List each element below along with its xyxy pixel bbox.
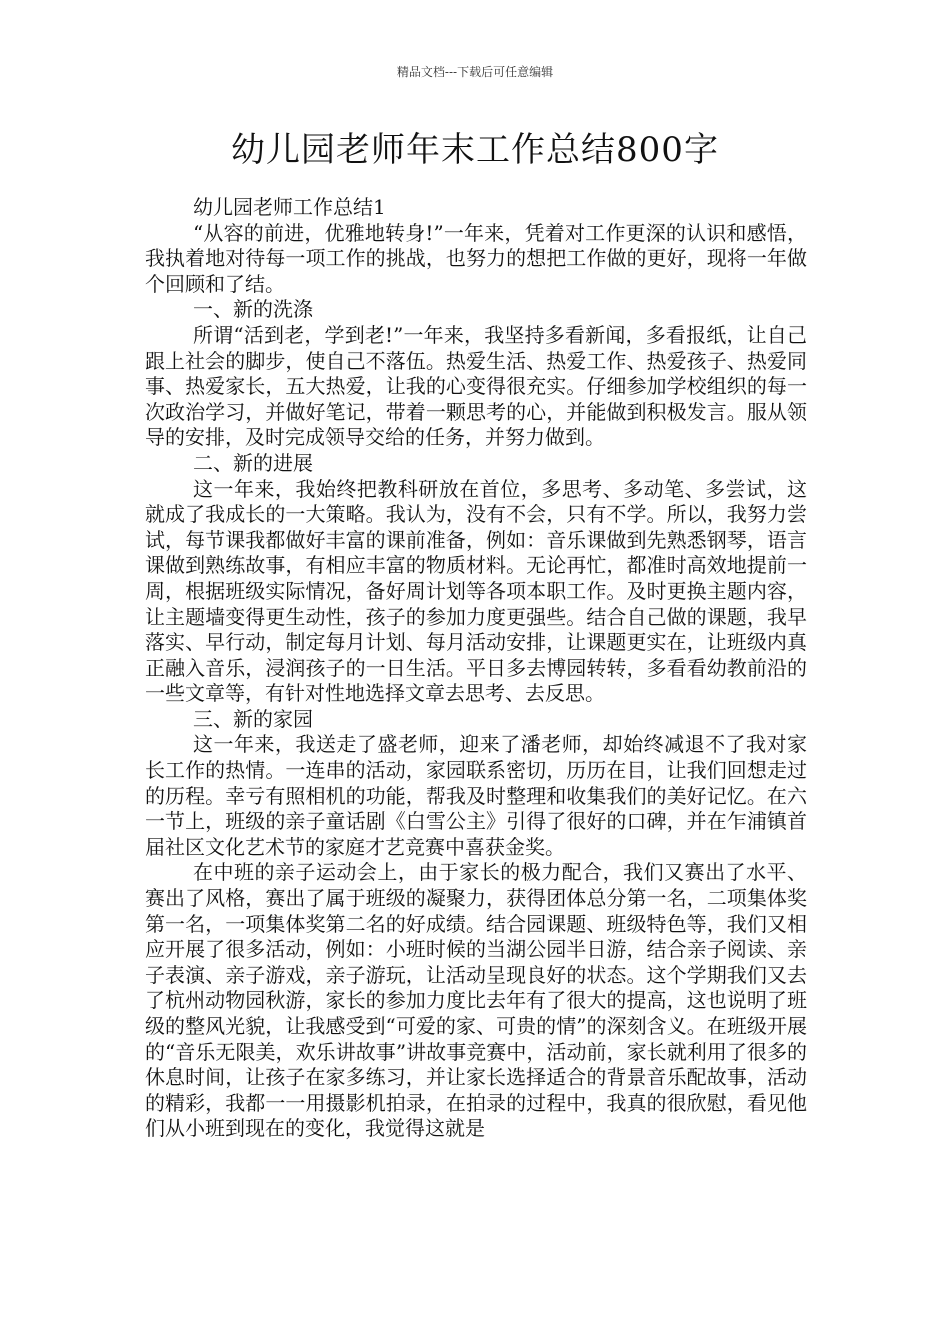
paragraph-1: 所谓“活到老，学到老!”一年来，我坚持多看新闻，多看报纸，让自己跟上社会的脚步，使自己不落伍。热爱生活、热爱工作、热爱孩子、热爱同事、热爱家长，五大热爱，让我的心变得很充实。仔细参加学校组织的每一次政治学习，并做好笔记，带着一颗思考的心，并能做到积极发言。服从领导的安排，及时完成领导交给的任务，并努力做到。 — [145, 322, 807, 450]
document-title: 幼儿园老师年末工作总结800字 — [231, 130, 719, 170]
intro-paragraph: “从容的前进，优雅地转身!”一年来，凭着对工作更深的认识和感悟，我执着地对待每一项工作的挑战，也努力的想把工作做的更好，现将一年做个回顾和了结。 — [145, 220, 807, 296]
header-note: 精品文档---下载后可任意编辑 — [396, 65, 554, 79]
paragraph-4: 在中班的亲子运动会上，由于家长的极力配合，我们又赛出了水平、赛出了风格，赛出了属于班级的凝聚力，获得团体总分第一名，二项集体奖第一名，一项集体奖第二名的好成绩。结合园课题、班级特色等，我们又相应开展了很多活动，例如：小班时候的当湖公园半日游，结合亲子阅读、亲子表演、亲子游戏，亲子游玩，让活动呈现良好的状态。这个学期我们又去了杭州动物园秋游，家长的参加力度比去年有了很大的提高，这也说明了班级的整风光貌，让我感受到“可爱的家、可贵的情”的深刻含义。在班级开展的“音乐无限美，欢乐讲故事”讲故事竞赛中，活动前，家长就利用了很多的休息时间，让孩子在家多练习，并让家长选择适合的背景音乐配故事，活动的精彩，我都一一用摄影机拍录，在拍录的过程中，我真的很欣慰，看见他们从小班到现在的变化，我觉得这就是 — [145, 860, 807, 1141]
section-heading-1: 一、新的洗涤 — [193, 297, 313, 322]
section-subtitle: 幼儿园老师工作总结1 — [193, 195, 386, 219]
section-heading-2: 二、新的进展 — [193, 450, 313, 475]
paragraph-3: 这一年来，我送走了盛老师，迎来了潘老师，却始终减退不了我对家长工作的热情。一连串的活动，家园联系密切，历历在目，让我们回想走过的历程。幸亏有照相机的功能，帮我及时整理和收集我们的美好记忆。在六一节上，班级的亲子童话剧《白雪公主》引得了很好的口碑，并在乍浦镇首届社区文化艺术节的家庭才艺竞赛中喜获金奖。 — [145, 732, 807, 859]
paragraph-2: 这一年来，我始终把教科研放在首位，多思考、多动笔、多尝试，这就成了我成长的一大策略。我认为，没有不会，只有不学。所以，我努力尝试，每节课我都做好丰富的课前准备，例如：音乐课做到先熟悉钢琴，语言课做到熟练故事，有相应丰富的物质材料。无论再忙，都准时高效地提前一周，根据班级实际情况，备好周计划等各项本职工作。及时更换主题内容，让主题墙变得更生动性，孩子的参加力度更强些。结合自己做的课题，我早落实、早行动，制定每月计划、每月活动安排，让课题更实在，让班级内真正融入音乐，浸润孩子的一日生活。平日多去博园转转，多看看幼教前沿的一些文章等，有针对性地选择文章去思考、去反思。 — [145, 476, 807, 706]
document-body — [145, 195, 807, 1142]
section-heading-3: 三、新的家园 — [193, 706, 313, 731]
